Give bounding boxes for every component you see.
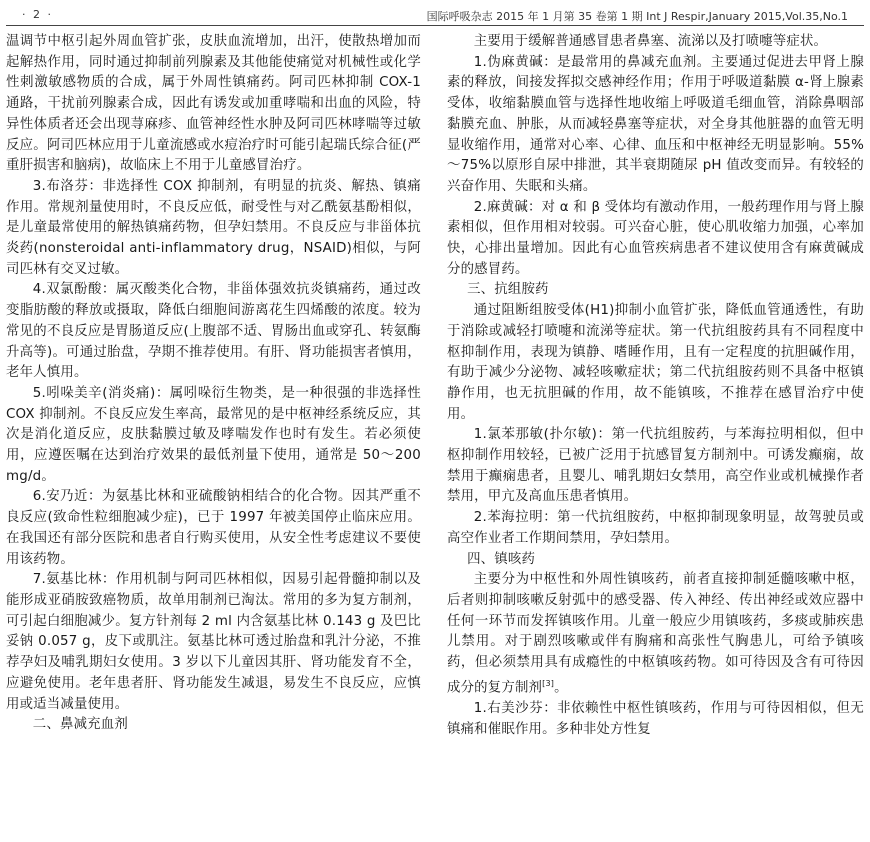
paragraph-metamizole: 6.安乃近：为氨基比林和亚硫酸钠相结合的化合物。因其严重不良反应(致命性粒细胞减少症)，已于 1997 年被美国停止临床应用。在我国还有部分医院和患者自行购买使用，从安全性考虑建议不要使用该药物。 [6, 489, 421, 567]
paragraph-ibuprofen: 3.布洛芬：非选择性 COX 抑制剂，有明显的抗炎、解热、镇痛作用。常规剂量使用时，不良反应低，耐受性与对乙酰氨基酚相似，是儿童最常使用的解热镇痛药物，但孕妇禁用。不良反应与非甾体抗炎药(nonsteroidal anti-inflammatory drug，NSAID)相似，与阿司匹林有交叉过敏。 [6, 178, 421, 277]
paragraph-ephedrine: 2.麻黄碱：对 α 和 β 受体均有激动作用，一般药理作用与肾上腺素相似，但作用相对较弱。可兴奋心脏，使心肌收缩力加强，心率加快，心排出量增加。因此有心血管疾病患者不建议使用含有麻黄碱成分的感冒药。 [447, 199, 864, 277]
paragraph-end: 。 [554, 680, 568, 696]
right-column [447, 32, 864, 740]
reference-marker: [3] [542, 678, 555, 688]
paragraph [447, 570, 864, 699]
paragraph-aminophenazone: 7.氨基比林：作用机制与阿司匹林相似，因易引起骨髓抑制以及能形成亚硝胺致癌物质，故单用制剂已淘汰。常用的多为复方制剂，可引起白细胞减少。复方针剂每 2 ml 内含氨基比林 0.143 g 及巴比妥钠 0.057 g，皮下或肌注。氨基比林可透过胎盘和乳汁分泌，不推荐孕妇及哺乳期妇女使用。3 岁以下儿童因其肝、肾功能发育不全，应避免使用。老年患者肝、肾功能发生减退，易发生不良反应，应慎用或适当减量使用。 [6, 572, 421, 712]
paragraph: 通过阻断组胺受体(H1)抑制小血管扩张，降低血管通透性，有助于消除或减轻打喷嚏和流涕等症状。第一代抗组胺药具有不同程度中枢抑制作用，表现为镇静、嗜睡作用，且有一定程度的抗胆碱作用，有助于减少分泌物、减轻咳嗽症状；第二代抗组胺药则不具备中枢镇静作用，也无抗胆碱的作用，故不能镇咳，不推荐在感冒治疗中使用。 [447, 303, 864, 422]
paragraph-text: 主要分为中枢性和外周性镇咳药，前者直接抑制延髓咳嗽中枢，后者则抑制咳嗽反射弧中的感受器、传入神经、传出神经或效应器中任何一环节而发挥镇咳作用。儿童一般应少用镇咳药，多痰或肺疾患儿禁用。对于剧烈咳嗽或伴有胸痛和高张性气胸患儿，可给予镇咳药，但必须禁用具有成瘾性的中枢镇咳药物。如可待因及含有可待因成分的复方制剂 [447, 572, 864, 696]
header-rule [6, 25, 864, 26]
paragraph-chlorphenamine: 1.氯苯那敏(扑尔敏)：第一代抗组胺药，与苯海拉明相似，但中枢抑制作用较轻，已被广泛用于抗感冒复方制剂中。可诱发癫痫，故禁用于癫痫患者，且婴儿、哺乳期妇女禁用，高空作业或机械操作者禁用，甲亢及高血压患者慎用。 [447, 427, 864, 505]
section-heading-decongestants: 二、鼻减充血剂 [32, 717, 128, 733]
paragraph-pseudoephedrine: 1.伪麻黄碱：是最常用的鼻减充血剂。主要通过促进去甲肾上腺素的释放，间接发挥拟交感神经作用；作用于呼吸道黏膜 α-肾上腺素受体，收缩黏膜血管与选择性地收缩上呼吸道毛细血管，消除鼻咽部黏膜充血、肿胀，从而减轻鼻塞等症状，对全身其他脏器的血管无明显收缩作用，通常对心率、心律、血压和中枢神经无明显影响。55%～75%以原形自尿中排泄，其半衰期随尿 pH 值改变而异。有较轻的兴奋作用、失眠和头痛。 [447, 54, 864, 194]
running-header [8, 4, 862, 26]
left-column [6, 32, 421, 736]
section-heading-antihistamines: 三、抗组胺药 [467, 282, 549, 298]
paragraph-diclofenac: 4.双氯酚酸：属灭酸类化合物，非甾体强效抗炎镇痛药，通过改变脂肪酸的释放或摄取，降低白细胞间游离花生四烯酸的浓度。较为常见的不良反应是胃肠道反应(上腹部不适、胃肠出血或穿孔、转氨酶升高等)。可通过胎盘，孕期不推荐使用。有肝、肾功能损害者慎用，老年人慎用。 [6, 282, 421, 381]
page-number: · 2 · [22, 8, 53, 21]
paragraph: 主要用于缓解普通感冒患者鼻塞、流涕以及打喷嚏等症状。 [473, 34, 828, 49]
paragraph: 温调节中枢引起外周血管扩张，皮肤血流增加，出汗，使散热增加而起解热作用，同时通过抑制前列腺素及其他能使痛觉对机械性或化学性刺激敏感物质的合成，属于外周性镇痛药。阿司匹林抑制 COX-1 通路，干扰前列腺素合成，因此有诱发或加重哮喘和出血的风险，特异性体质者还会出现荨麻疹、血管神经性水肿及阿司匹林哮喘等过敏反应。阿司匹林应用于儿童流感或水痘治疗时可能引起瑞氏综合征(严重肝损害和脑病)，故临床上不用于儿童感冒治疗。 [6, 34, 421, 174]
journal-citation: 国际呼吸杂志 2015 年 1 月第 35 卷第 1 期 Int J Respir,January 2015,Vol.35,No.1 [426, 10, 848, 23]
paragraph-indomethacin: 5.吲哚美辛(消炎痛)：属吲哚衍生物类，是一种很强的非选择性 COX 抑制剂。不良反应发生率高，最常见的是中枢神经系统反应，其次是消化道反应，皮肤黏膜过敏及哮喘发作也时有发生。若必须使用，应遵医嘱在达到治疗效果的最低剂量下使用，通常是 50～200 mg/d。 [6, 385, 421, 484]
paragraph-diphenhydramine: 2.苯海拉明：第一代抗组胺药，中枢抑制现象明显，故驾驶员或高空作业者工作期间禁用，孕妇禁用。 [447, 510, 864, 546]
paragraph-dextromethorphan: 1.右美沙芬：非依赖性中枢性镇咳药，作用与可待因相似，但无镇痛和催眠作用。多种非处方性复 [447, 700, 864, 737]
section-heading-antitussives: 四、镇咳药 [467, 551, 536, 567]
